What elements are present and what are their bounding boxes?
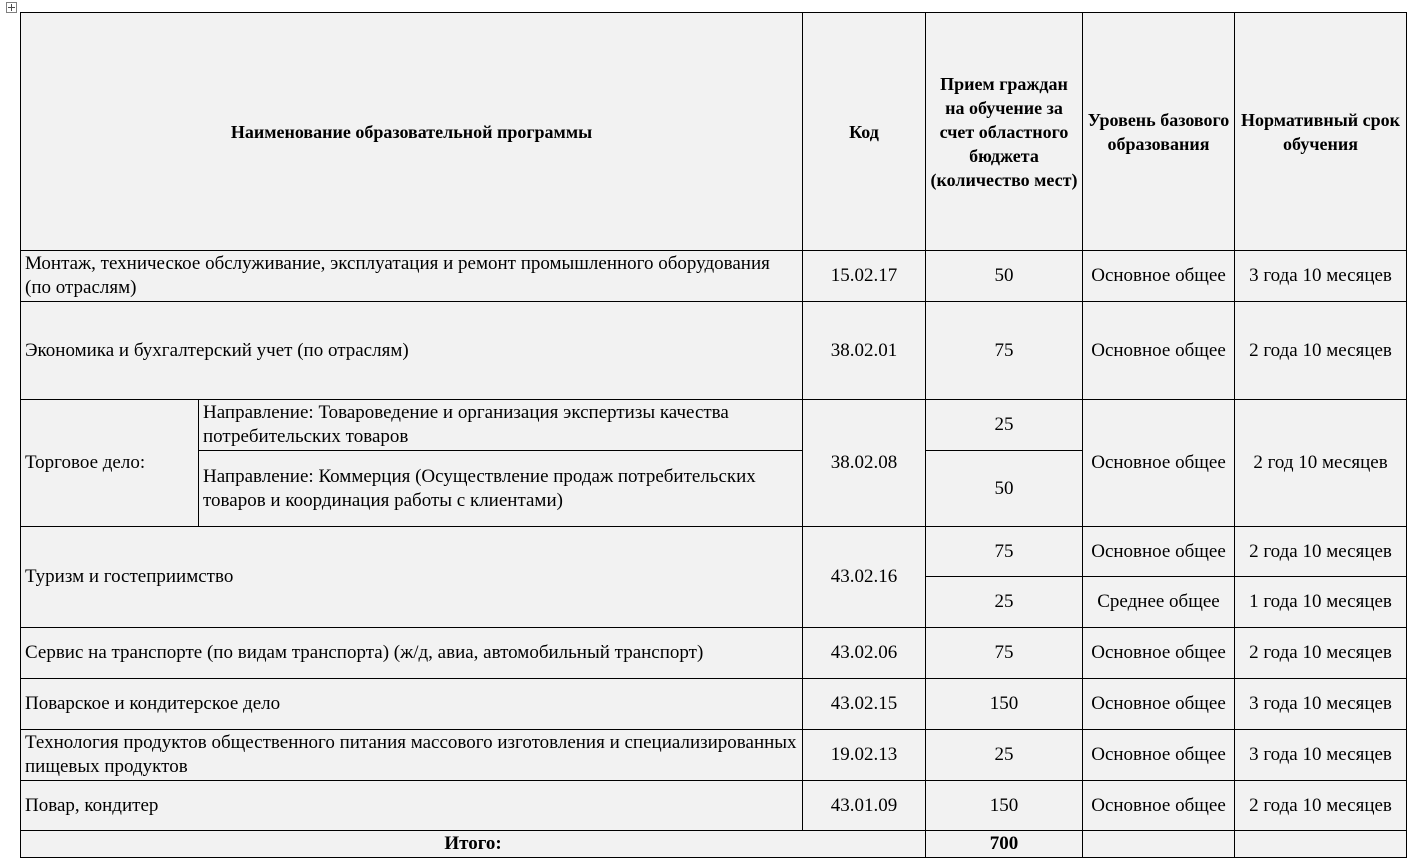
base-level: Основное общее	[1083, 781, 1235, 831]
total-empty-cell	[1235, 831, 1407, 858]
places-count: 150	[926, 679, 1083, 730]
program-name: Повар, кондитер	[21, 781, 803, 831]
places-count: 75	[926, 302, 1083, 400]
program-direction: Направление: Коммерция (Осуществление продаж потребительских товаров и координация работы с клиентами)	[199, 451, 803, 527]
places-count: 50	[926, 251, 1083, 302]
header-program: Наименование образовательной программы	[21, 13, 803, 251]
study-duration: 2 года 10 месяцев	[1235, 527, 1407, 577]
program-name: Технология продуктов общественного питания массового изготовления и специализированных пищевых продуктов	[21, 730, 803, 781]
places-count: 150	[926, 781, 1083, 831]
study-duration: 3 года 10 месяцев	[1235, 679, 1407, 730]
base-level: Основное общее	[1083, 628, 1235, 679]
study-duration: 2 год 10 месяцев	[1235, 400, 1407, 527]
table-row	[21, 679, 1407, 730]
places-count: 75	[926, 628, 1083, 679]
total-row	[21, 831, 1407, 858]
header-code: Код	[803, 13, 926, 251]
program-code: 15.02.17	[803, 251, 926, 302]
places-count: 25	[926, 730, 1083, 781]
base-level: Основное общее	[1083, 400, 1235, 527]
program-code: 43.01.09	[803, 781, 926, 831]
table-row	[21, 781, 1407, 831]
table-row	[21, 400, 1407, 451]
study-duration: 3 года 10 месяцев	[1235, 251, 1407, 302]
program-name: Монтаж, техническое обслуживание, эксплуатация и ремонт промышленного оборудования (по отраслям)	[21, 251, 803, 302]
base-level: Основное общее	[1083, 251, 1235, 302]
places-count: 25	[926, 577, 1083, 628]
admission-table	[20, 12, 1407, 858]
table-row	[21, 628, 1407, 679]
table-row	[21, 302, 1407, 400]
program-name: Торговое дело:	[21, 400, 199, 527]
header-admission: Прием граждан на обучение за счет областного бюджета (количество мест)	[926, 13, 1083, 251]
base-level: Среднее общее	[1083, 577, 1235, 628]
program-code: 38.02.08	[803, 400, 926, 527]
program-direction: Направление: Товароведение и организация экспертизы качества потребительских товаров	[199, 400, 803, 451]
program-name: Экономика и бухгалтерский учет (по отраслям)	[21, 302, 803, 400]
program-code: 43.02.06	[803, 628, 926, 679]
table-row	[21, 251, 1407, 302]
table-row	[21, 730, 1407, 781]
program-code: 38.02.01	[803, 302, 926, 400]
header-level: Уровень базового образования	[1083, 13, 1235, 251]
program-code: 43.02.15	[803, 679, 926, 730]
study-duration: 2 года 10 месяцев	[1235, 781, 1407, 831]
study-duration: 1 года 10 месяцев	[1235, 577, 1407, 628]
header-duration: Нормативный срок обучения	[1235, 13, 1407, 251]
program-name: Сервис на транспорте (по видам транспорта) (ж/д, авиа, автомобильный транспорт)	[21, 628, 803, 679]
base-level: Основное общее	[1083, 730, 1235, 781]
base-level: Основное общее	[1083, 679, 1235, 730]
study-duration: 2 года 10 месяцев	[1235, 628, 1407, 679]
total-empty-cell	[1083, 831, 1235, 858]
study-duration: 2 года 10 месяцев	[1235, 302, 1407, 400]
table-row	[21, 527, 1407, 577]
program-code: 43.02.16	[803, 527, 926, 628]
program-name: Туризм и гостеприимство	[21, 527, 803, 628]
base-level: Основное общее	[1083, 527, 1235, 577]
places-count: 50	[926, 451, 1083, 527]
places-count: 25	[926, 400, 1083, 451]
places-count: 75	[926, 527, 1083, 577]
table-move-handle-icon[interactable]	[6, 2, 17, 13]
table-header-row	[21, 13, 1407, 251]
base-level: Основное общее	[1083, 302, 1235, 400]
total-places: 700	[926, 831, 1083, 858]
program-code: 19.02.13	[803, 730, 926, 781]
total-label: Итого:	[21, 831, 926, 858]
program-name: Поварское и кондитерское дело	[21, 679, 803, 730]
study-duration: 3 года 10 месяцев	[1235, 730, 1407, 781]
